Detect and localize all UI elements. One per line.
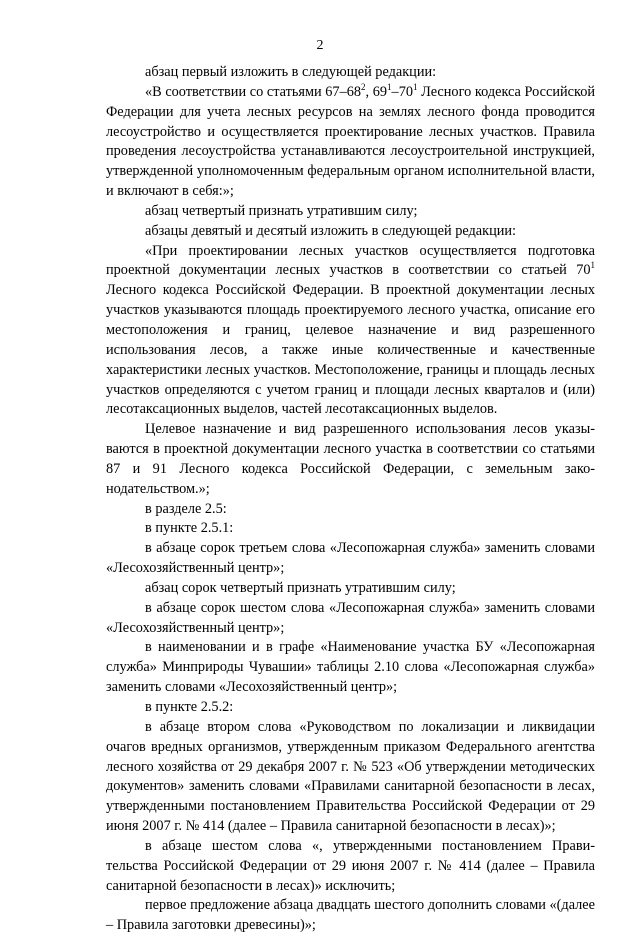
text-run: абзацы девятый и десятый изложить в следующей редакции: xyxy=(145,222,517,239)
text-run: в абзаце сорок третьем слова «Лесопожарная служба» заменить словами «Лесохозяйственный центр»; xyxy=(106,540,595,577)
text-run: , 69 xyxy=(365,83,388,100)
superscript: 1 xyxy=(387,82,392,93)
paragraph xyxy=(106,698,595,718)
paragraph xyxy=(106,420,595,499)
text-run: «При проектировании лесных участков осуществляется подготовка проектной документации лесных участков в соответствии со статьей 70 xyxy=(106,242,595,279)
superscript: 2 xyxy=(361,82,366,93)
text-run: Целевое назначение и вид разрешенного использования лесов указываются в проектной документации лесного участка в соответствии со статьями 87 и 91 Лесного кодекса Российской Федерации, с земельным законодательством.»; xyxy=(106,421,595,497)
document-body xyxy=(106,63,595,936)
paragraph xyxy=(106,242,595,421)
paragraph xyxy=(106,579,595,599)
paragraph xyxy=(106,519,595,539)
text-run: «В соответствии со статьями 67–68 xyxy=(145,83,362,100)
paragraph xyxy=(106,718,595,837)
text-run: Лесного кодекса Российской Федерации для учета лесных ресурсов на землях лесного фонда проводится лесоустройство и осуществляется проектирование лесных участков. Правила проведения лесоустройства устанавливаются лесоустроительной инструкцией, утвержденной уполномоченным федеральным органом исполнительной власти, и включают в себя:»; xyxy=(106,83,595,200)
text-run: –70 xyxy=(391,83,413,100)
text-run: Лесного кодекса Российской Федерации. В проектной документации лесных участков указываются площадь проектируемого лесного участка, описание его местоположения и границ, целевое назначение и вид разрешенного использования лесов, а также иные количественные и качественные характеристики лесных участков. Местоположение, границы и площадь лесных участков определяются с учетом границ и площади лесных кварталов и (или) лесотаксационных выделов, частей лесотаксационных выделов. xyxy=(106,282,595,418)
paragraph xyxy=(106,202,595,222)
paragraph xyxy=(106,837,595,897)
text-run: в абзаце сорок шестом слова «Лесопожарная служба» заменить словами «Лесохозяйственный центр»; xyxy=(106,599,595,636)
text-run: в абзаце шестом слова «, утвержденными постановлением Правительства Российской Федерации от 29 июня 2007 г. № 414 (далее – Правила санитарной безопасности в лесах)» исключить; xyxy=(106,837,595,894)
text-run: абзац сорок четвертый признать утратившим силу; xyxy=(145,579,456,596)
text-run: абзац первый изложить в следующей редакции: xyxy=(145,64,437,80)
text-run: в наименовании и в графе «Наименование участка БУ «Лесопожарная служба» Минприроды Чувашии» таблицы 2.10 слова «Лесопожарная служба» заменить словами «Лесохозяйственный центр»; xyxy=(106,639,595,696)
paragraph xyxy=(106,539,595,579)
page-number: 2 xyxy=(316,38,324,53)
superscript: 1 xyxy=(413,82,418,93)
paragraph xyxy=(106,896,595,936)
paragraph xyxy=(106,638,595,698)
text-run: первое предложение абзаца двадцать шестого дополнить словами «(далее – Правила заготовки древесины)»; xyxy=(106,897,595,934)
paragraph xyxy=(106,599,595,639)
paragraph xyxy=(106,83,595,202)
text-run: в пункте 2.5.1: xyxy=(145,520,234,537)
paragraph xyxy=(106,222,595,242)
text-run: в пункте 2.5.2: xyxy=(145,699,234,715)
superscript: 1 xyxy=(590,260,595,271)
paragraph xyxy=(106,63,595,83)
paragraph xyxy=(106,500,595,520)
text-run: в абзаце втором слова «Руководством по локализации и ликвидации очагов вредных организмов, утвержденным приказом Федерального агентства лесного хозяйства от 29 декабря 2007 г. № 523 «Об утверждении методических документов» заменить словами «Правилами санитарной безопасности в лесах, утвержденными постановлением Правительства Российской Федерации от 29 июня 2007 г. № 414 (далее – Правила санитарной безопасности в лесах)»; xyxy=(106,718,595,835)
text-run: абзац четвертый признать утратившим силу; xyxy=(145,202,418,219)
text-run: в разделе 2.5: xyxy=(145,500,227,517)
